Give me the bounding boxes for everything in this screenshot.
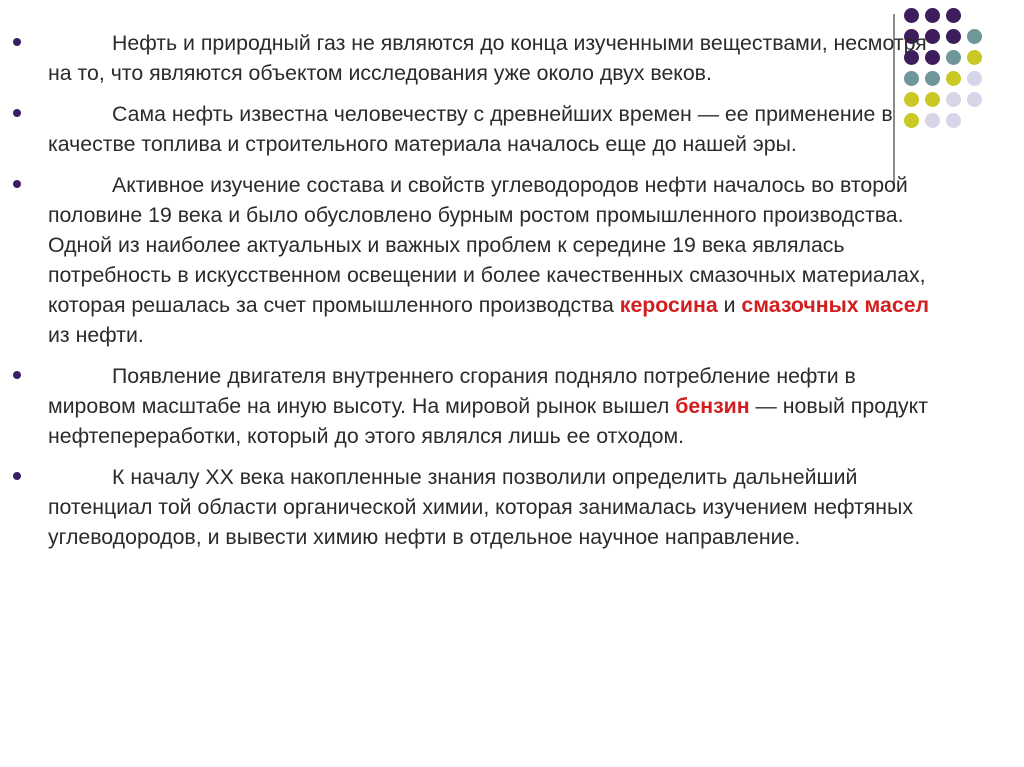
- decorative-dot: [946, 50, 961, 65]
- bullet-text: [48, 28, 940, 88]
- decorative-dot: [946, 92, 961, 107]
- decorative-dot: [925, 8, 940, 23]
- text-segment: Нефть и природный газ не являются до конца изученными веществами, несмотря на то, что являются объектом исследования уже около двух веков.: [48, 31, 927, 85]
- bullet-dot-icon: [13, 371, 21, 379]
- bullet-dot-icon: [13, 109, 21, 117]
- decorative-dot: [946, 8, 961, 23]
- text-segment: и: [717, 293, 742, 317]
- bullet-item: [10, 361, 940, 451]
- text-segment: К началу XX века накопленные знания позволили определить дальнейший потенциал той области органической химии, которая занималась изучением нефтяных углеводородов, и вывести химию нефти в отдельное научное направление.: [48, 465, 914, 549]
- bullet-item: [10, 28, 940, 88]
- decorative-dot: [967, 29, 982, 44]
- bullet-text: [48, 462, 940, 552]
- decorative-dot: [946, 29, 961, 44]
- bullet-dot-icon: [13, 38, 21, 46]
- highlighted-term: смазочных масел: [741, 293, 930, 317]
- decorative-dot: [946, 113, 961, 128]
- bullet-item: [10, 462, 940, 552]
- decorative-dot: [946, 71, 961, 86]
- decorative-dot: [967, 50, 982, 65]
- decorative-dot: [967, 92, 982, 107]
- highlighted-term: бензин: [675, 394, 750, 418]
- highlighted-term: керосина: [619, 293, 718, 317]
- bullet-text: [48, 99, 940, 159]
- decorative-dot: [967, 71, 982, 86]
- text-segment: из нефти.: [48, 323, 144, 347]
- text-segment: — новый продукт нефтепереработки, который до этого являлся лишь ее отходом.: [48, 394, 928, 448]
- bullet-item: [10, 99, 940, 159]
- bullet-text: [48, 170, 940, 350]
- bullet-dot-icon: [13, 472, 21, 480]
- text-segment: Активное изучение состава и свойств углеводородов нефти началось во второй половине 19 века и было обусловлено бурным ростом промышленного производства. Одной из наиболее актуальных и важных проблем к середине 19 века являлась потребность в искусственном освещении и более качественных смазочных материалах, которая решалась за счет промышленного производства: [48, 173, 926, 317]
- text-segment: Появление двигателя внутреннего сгорания подняло потребление нефти в мировом масштабе на иную высоту. На мировой рынок вышел: [48, 364, 856, 418]
- bullet-text: [48, 361, 940, 451]
- bullet-dot-icon: [13, 180, 21, 188]
- decorative-dot: [904, 8, 919, 23]
- text-segment: Сама нефть известна человечеству с древнейших времен — ее применение в качестве топлива и строительного материала началось еще до нашей эры.: [48, 102, 893, 156]
- bullet-list: [10, 28, 940, 563]
- bullet-item: [10, 170, 940, 350]
